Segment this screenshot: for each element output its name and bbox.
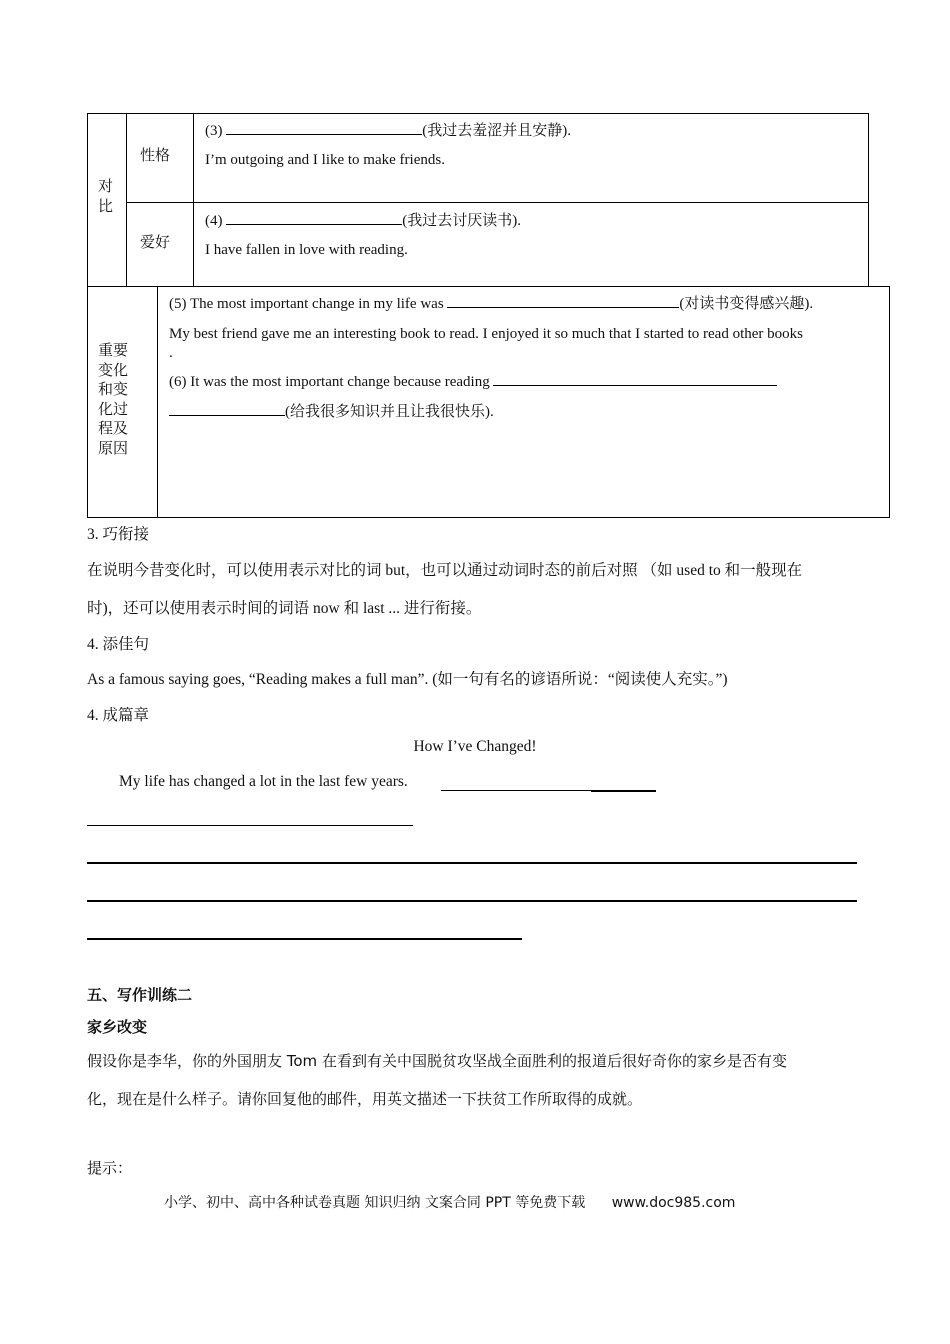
table-divider (193, 113, 194, 287)
row1-line2: I’m outgoing and I like to make friends. (205, 152, 445, 168)
writing-line[interactable] (441, 790, 591, 791)
footer (164, 1192, 735, 1212)
row2-line2: I have fallen in love with reading. (205, 242, 408, 258)
section-5-title: 4. 成篇章 (87, 707, 150, 724)
section-3-body-2: 时)，还可以使用表示时间的词语 now 和 last ... 进行衔接。 (87, 600, 482, 617)
answer-blank[interactable] (493, 371, 777, 386)
section-4-body: As a famous saying goes, “Reading makes a full man”. (如一句有名的谚语所说：“阅读使人充实。”) (87, 671, 728, 688)
part-5-subheading: 家乡改变 (87, 1018, 148, 1036)
change-line2-end: . (169, 345, 173, 361)
answer-blank[interactable] (447, 293, 679, 308)
row-label-personality: 性格 (140, 146, 171, 164)
table-divider (126, 202, 869, 203)
writing-line[interactable] (87, 938, 522, 940)
section-4-title: 4. 添佳句 (87, 636, 150, 653)
section-3-title: 3. 巧衔接 (87, 526, 150, 543)
writing-line[interactable] (87, 825, 413, 826)
change-line3: (6) It was the most important change because reading (169, 367, 777, 397)
part-5-body-1: 假设你是李华，你的外国朋友 Tom 在看到有关中国脱贫攻坚战全面胜利的报道后很好奇你的家乡是否有变 (87, 1052, 787, 1070)
change-label: 重要 变化 和变 化过 程及 原因 (98, 341, 129, 457)
row-label-hobby: 爱好 (140, 233, 171, 251)
part-5-heading: 五、写作训练二 (87, 986, 193, 1004)
answer-blank[interactable] (226, 210, 402, 225)
essay-title: How I’ve Changed! (413, 738, 537, 755)
part-5-body-2: 化，现在是什么样子。请你回复他的邮件，用英文描述一下扶贫工作所取得的成就。 (87, 1090, 643, 1108)
change-line4: (给我很多知识并且让我很快乐). (169, 397, 494, 427)
footer-text: 小学、初中、高中各种试卷真题 知识归纳 文案合同 PPT 等免费下载 (164, 1195, 586, 1211)
writing-line[interactable] (591, 790, 656, 792)
answer-blank[interactable] (169, 401, 285, 416)
answer-blank[interactable] (226, 120, 422, 135)
footer-url[interactable]: www.doc985.com (611, 1195, 736, 1211)
table-divider (157, 286, 158, 518)
writing-line[interactable] (87, 900, 857, 902)
contrast-label: 对 比 (98, 177, 114, 215)
essay-start: My life has changed a lot in the last few years. (119, 773, 408, 790)
row1-line1: (3) (我过去羞涩并且安静). (205, 116, 571, 146)
table-divider (126, 113, 127, 287)
change-line2: My best friend gave me an interesting book to read. I enjoyed it so much that I started to read other books (169, 326, 803, 342)
change-line1: (5) The most important change in my life was (对读书变得感兴趣). (169, 289, 813, 319)
hint-label: 提示： (87, 1159, 133, 1177)
row2-line1: (4) (我过去讨厌读书). (205, 206, 521, 236)
section-3-body-1: 在说明今昔变化时，可以使用表示对比的词 but，也可以通过动词时态的前后对照 （如 used to 和一般现在 (87, 562, 803, 579)
writing-line[interactable] (87, 862, 857, 864)
